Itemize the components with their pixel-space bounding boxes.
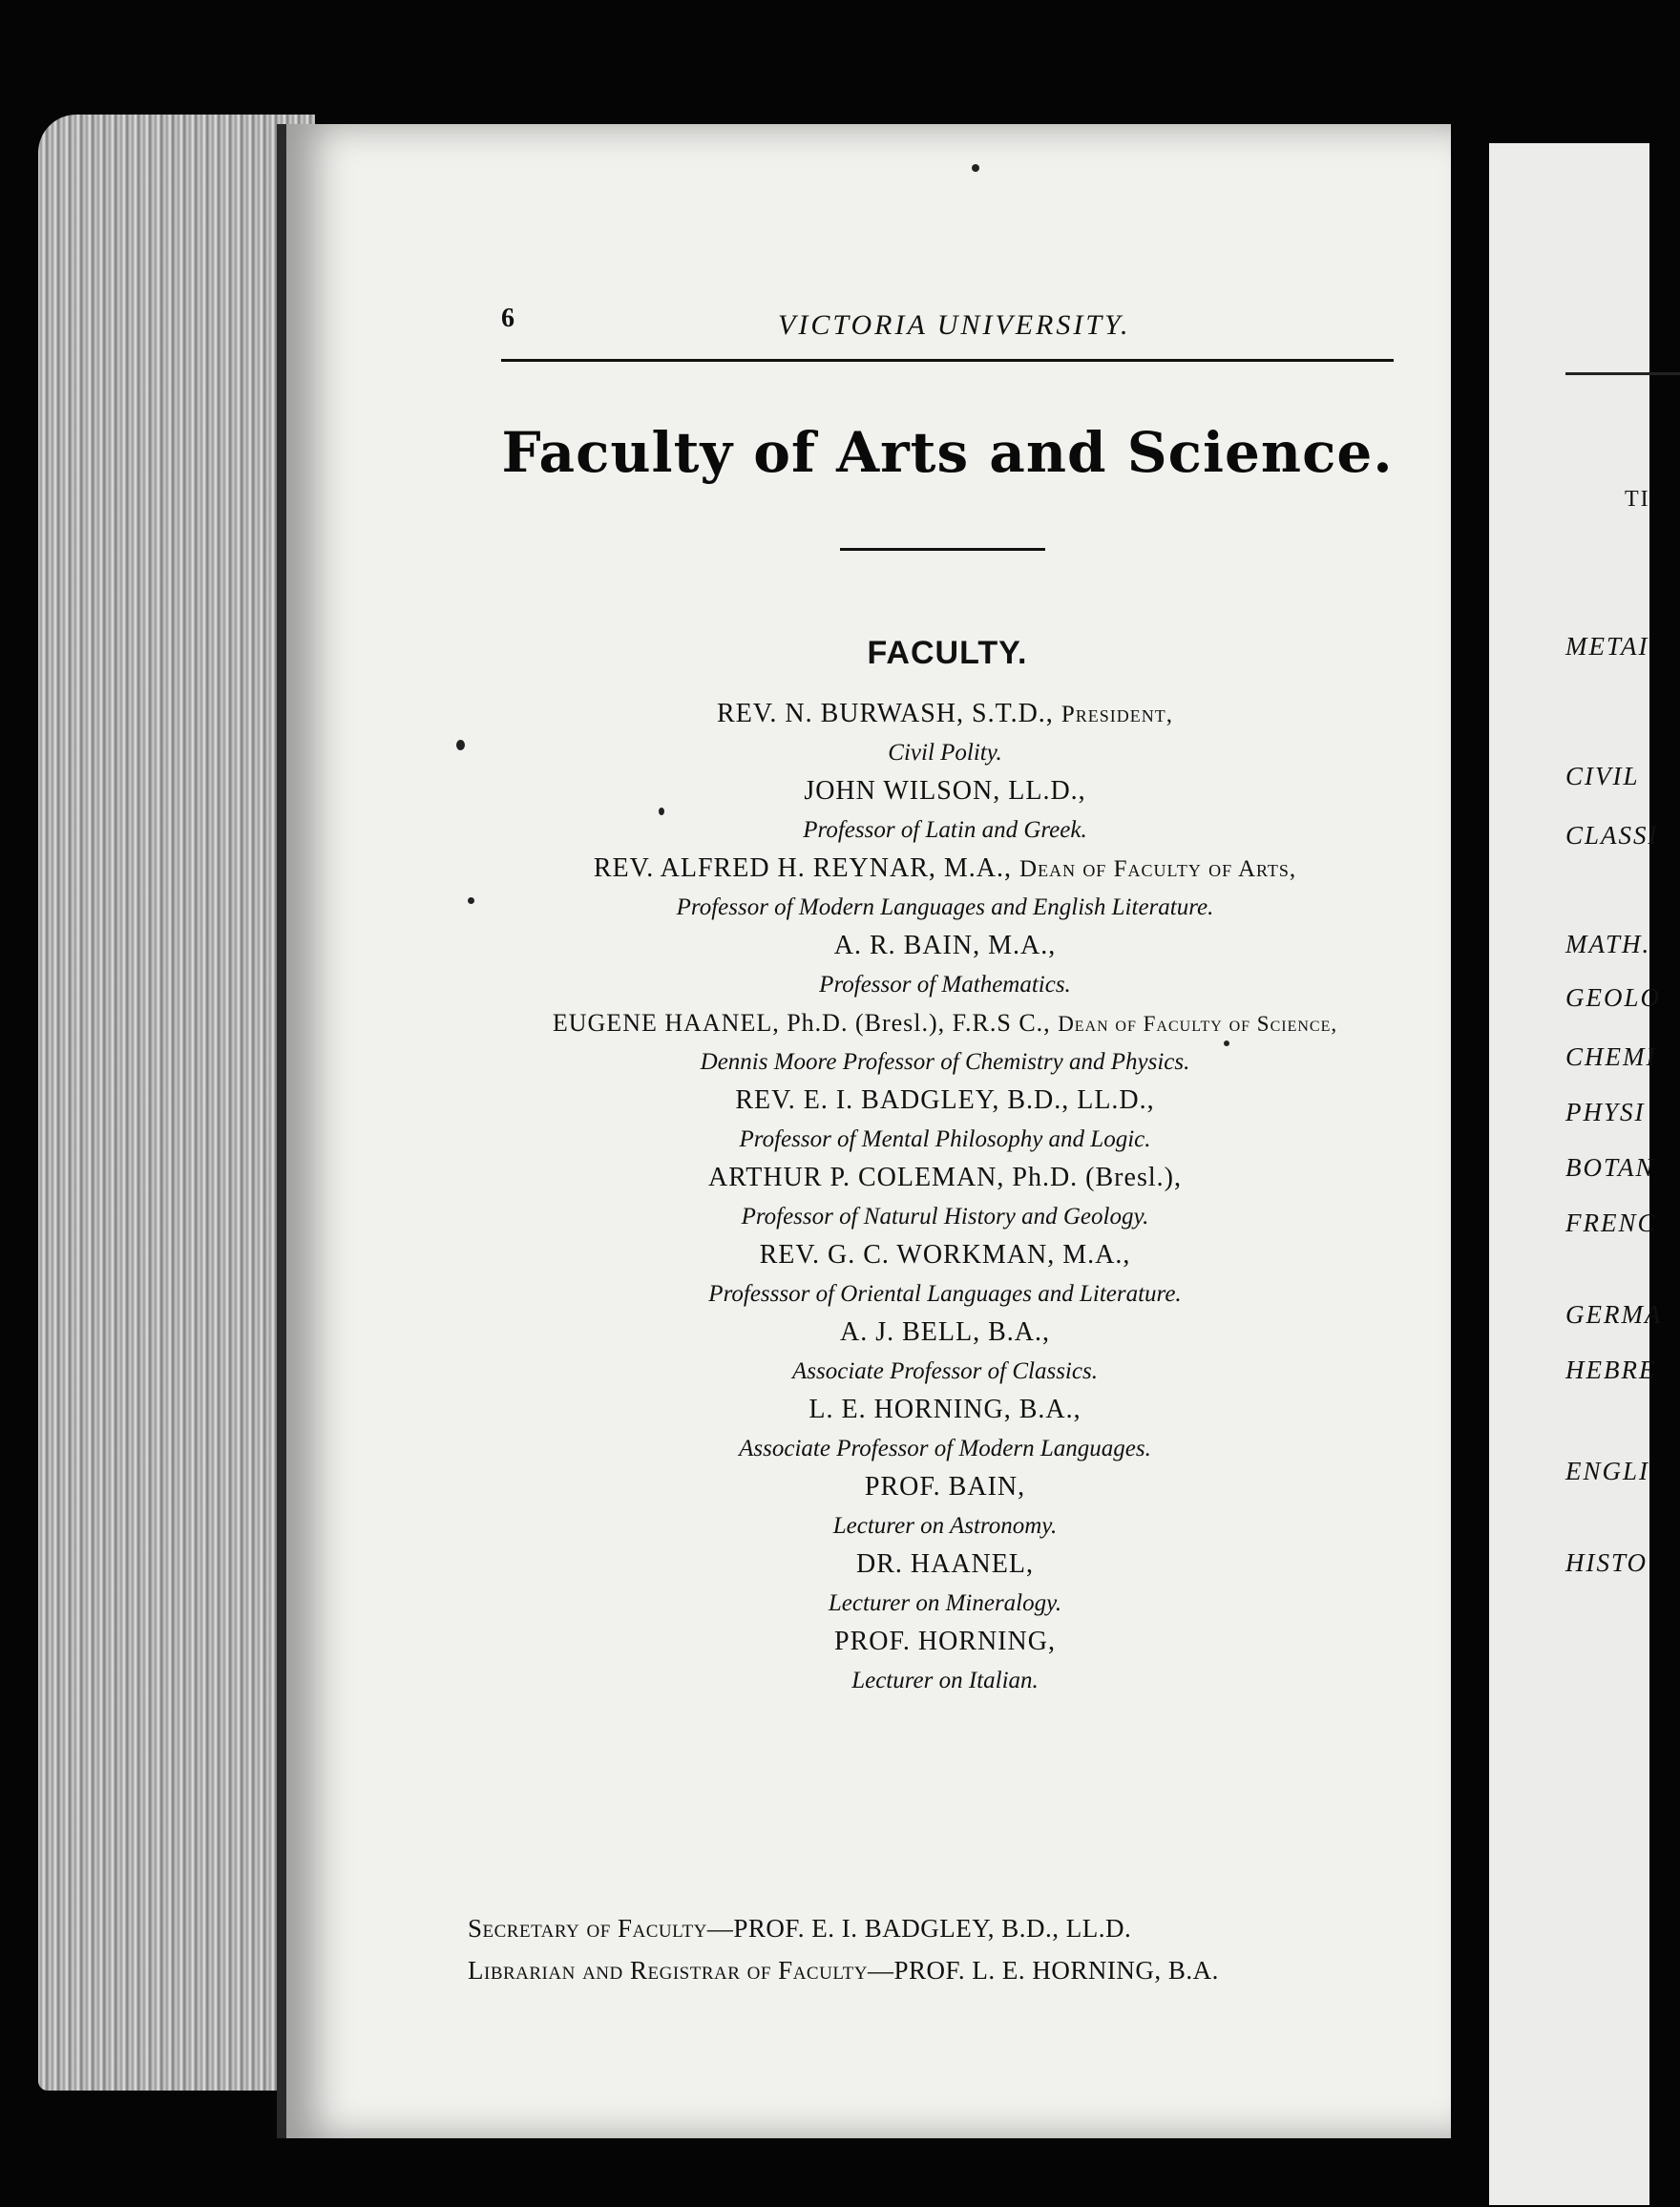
facing-page-fragment: CIVIL xyxy=(1565,762,1640,790)
faculty-member xyxy=(420,1468,1470,1545)
member-name: DR. HAANEL, xyxy=(856,1549,1034,1579)
facing-page xyxy=(1489,143,1663,2205)
facing-page-fragment: HISTO xyxy=(1565,1548,1648,1577)
facing-page-rule xyxy=(1565,372,1680,375)
facing-page-fragment: PHYSI xyxy=(1565,1098,1646,1126)
scan-speck xyxy=(659,808,664,815)
member-title: Associate Professor of Classics. xyxy=(792,1358,1098,1384)
title-divider xyxy=(840,548,1045,551)
faculty-member xyxy=(420,1236,1470,1314)
facing-page-fragment: ENGLI xyxy=(1565,1457,1650,1485)
faculty-member xyxy=(420,850,1470,927)
member-name: A. J. BELL, B.A., xyxy=(840,1317,1050,1347)
member-title: Professor of Mathematics. xyxy=(819,972,1071,998)
facing-page-fragment: GERMA xyxy=(1565,1300,1663,1329)
section-heading: FACULTY. xyxy=(867,635,1028,671)
member-title: Lecturer on Italian. xyxy=(851,1668,1039,1693)
page-title: Faculty of Arts and Science. xyxy=(501,420,1394,485)
member-title: Professor of Naturul History and Geology. xyxy=(741,1204,1149,1230)
member-name: REV. E. I. BADGLEY, B.D., LL.D., xyxy=(735,1085,1155,1115)
member-name: L. E. HORNING, B.A., xyxy=(808,1395,1082,1424)
faculty-member xyxy=(420,772,1470,850)
faculty-member xyxy=(420,1314,1470,1391)
member-title: Associate Professor of Modern Languages. xyxy=(739,1436,1151,1461)
member-name: ARTHUR P. COLEMAN, Ph.D. (Bresl.), xyxy=(708,1163,1182,1192)
member-name: EUGENE HAANEL, Ph.D. (Bresl.), F.R.S C., xyxy=(552,1009,1051,1037)
faculty-list xyxy=(420,695,1470,1700)
officer-line xyxy=(468,1949,1422,1991)
member-name: PROF. HORNING, xyxy=(834,1627,1056,1656)
officer-role: Secretary of Faculty xyxy=(468,1914,707,1943)
member-title: Professor of Modern Languages and English Literature. xyxy=(676,894,1214,920)
member-name: REV. N. BURWASH, S.T.D., xyxy=(717,699,1054,728)
member-title: Lecturer on Mineralogy. xyxy=(828,1590,1062,1616)
officer-name: —PROF. E. I. BADGLEY, B.D., LL.D. xyxy=(706,1914,1132,1943)
member-name: A. R. BAIN, M.A., xyxy=(833,931,1057,960)
faculty-member xyxy=(420,1391,1470,1468)
faculty-member xyxy=(420,1623,1470,1700)
member-title: Civil Polity. xyxy=(888,740,1002,766)
faculty-member xyxy=(420,695,1470,772)
officer-name: —PROF. L. E. HORNING, B.A. xyxy=(868,1956,1219,1985)
facing-page-fragment: CLASSI xyxy=(1565,821,1659,850)
facing-page-fragment: FRENC xyxy=(1565,1209,1657,1237)
facing-page-fragment: HEBRE xyxy=(1565,1356,1657,1384)
member-name: JOHN WILSON, LL.D., xyxy=(804,776,1086,806)
member-title: Professor of Mental Philosophy and Logic. xyxy=(739,1126,1151,1152)
member-office: President, xyxy=(1060,702,1173,727)
scan-speck xyxy=(1224,1040,1229,1046)
member-title: Dennis Moore Professor of Chemistry and Physics. xyxy=(700,1049,1190,1075)
page-number: 6 xyxy=(501,304,514,333)
faculty-member xyxy=(420,927,1470,1004)
member-name: REV. G. C. WORKMAN, M.A., xyxy=(759,1240,1131,1270)
member-name: REV. ALFRED H. REYNAR, M.A., xyxy=(593,853,1013,883)
facing-page-fragment: TI xyxy=(1625,487,1650,512)
facing-page-fragment: METAI xyxy=(1565,632,1649,661)
member-office: Dean of Faculty of Science, xyxy=(1058,1012,1338,1036)
faculty-member xyxy=(420,1004,1470,1082)
scan-speck xyxy=(456,740,465,750)
scan-speck xyxy=(972,164,979,172)
facing-page-fragment: BOTAN xyxy=(1565,1153,1655,1182)
faculty-member xyxy=(420,1082,1470,1159)
scan-speck xyxy=(468,897,474,904)
facing-page-fragment: GEOLO xyxy=(1565,983,1662,1012)
facing-page-fragment: MATH. xyxy=(1565,930,1651,958)
faculty-member xyxy=(420,1545,1470,1623)
officer-line xyxy=(468,1907,1422,1949)
facing-page-fragment: CHEMI xyxy=(1565,1042,1657,1071)
faculty-officers xyxy=(468,1907,1422,1991)
member-office: Dean of Faculty of Arts, xyxy=(1019,856,1297,882)
member-name: PROF. BAIN, xyxy=(864,1472,1026,1502)
faculty-member xyxy=(420,1159,1470,1236)
member-title: Professor of Latin and Greek. xyxy=(803,817,1087,843)
page-header xyxy=(501,304,1394,362)
page-edge-stack xyxy=(38,115,315,2091)
running-head: VICTORIA UNIVERSITY. xyxy=(778,309,1131,341)
officer-role: Librarian and Registrar of Faculty xyxy=(468,1956,869,1985)
member-title: Lecturer on Astronomy. xyxy=(832,1513,1058,1539)
member-title: Professsor of Oriental Languages and Literature. xyxy=(708,1281,1182,1307)
